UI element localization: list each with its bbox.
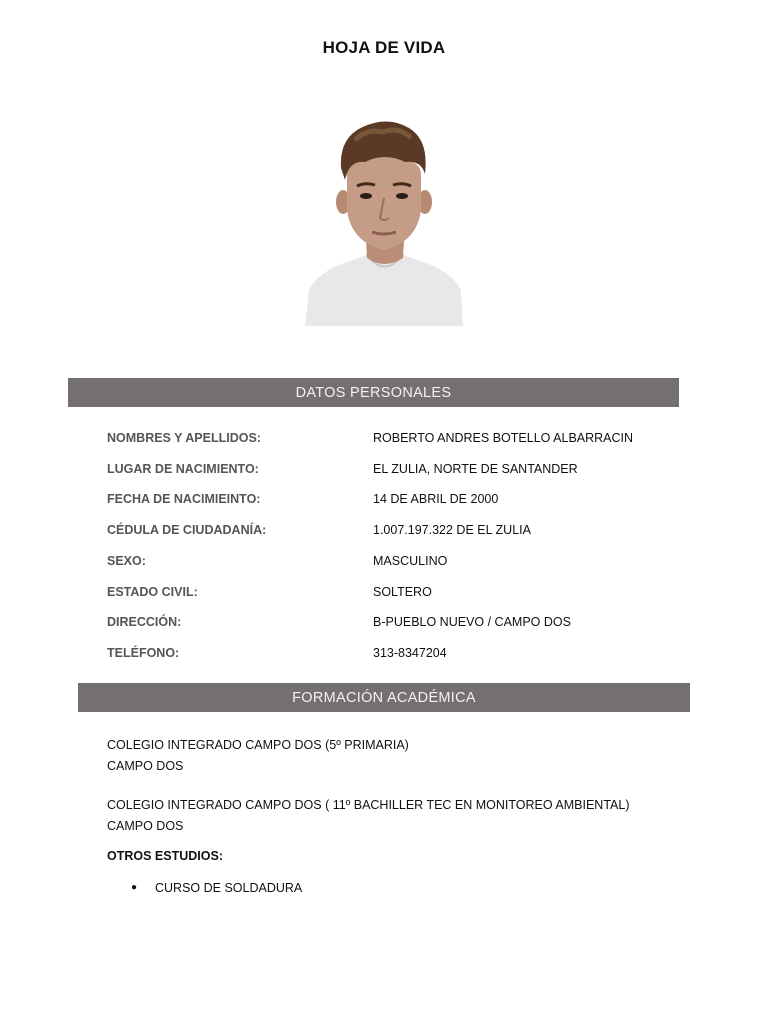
- field-value-id-number: 1.007.197.322 DE EL ZULIA: [373, 523, 531, 537]
- field-label-full-name: NOMBRES Y APELLIDOS:: [107, 431, 261, 445]
- field-value-full-name: ROBERTO ANDRES BOTELLO ALBARRACIN: [373, 431, 634, 445]
- field-label-birthdate: FECHA DE NACIMIEINTO:: [107, 492, 261, 506]
- education-school: COLEGIO INTEGRADO CAMPO DOS (5º PRIMARIA): [107, 738, 409, 752]
- field-label-id-number: CÉDULA DE CIUDADANÍA:: [107, 523, 267, 537]
- page-title: HOJA DE VIDA: [322, 38, 446, 57]
- field-value-marital-status: SOLTERO: [373, 585, 432, 599]
- other-studies-title: OTROS ESTUDIOS:: [107, 849, 223, 863]
- field-value-birthplace: EL ZULIA, NORTE DE SANTANDER: [373, 462, 578, 476]
- field-label-phone: TELÉFONO:: [107, 646, 180, 660]
- field-label-birthplace: LUGAR DE NACIMIENTO:: [107, 462, 259, 476]
- personal-data-heading: DATOS PERSONALES: [68, 378, 679, 407]
- academic-heading: FORMACIÓN ACADÉMICA: [78, 683, 690, 712]
- field-label-sex: SEXO:: [107, 554, 146, 568]
- profile-photo: [305, 118, 463, 326]
- field-value-address: B-PUEBLO NUEVO / CAMPO DOS: [373, 615, 571, 629]
- education-school: COLEGIO INTEGRADO CAMPO DOS ( 11º BACHILLER TEC EN MONITOREO AMBIENTAL): [107, 798, 630, 812]
- field-label-marital-status: ESTADO CIVIL:: [107, 585, 198, 599]
- education-place: CAMPO DOS: [107, 819, 184, 833]
- field-value-phone: 313-8347204: [373, 646, 447, 660]
- field-value-birthdate: 14 DE ABRIL DE 2000: [373, 492, 499, 506]
- field-label-address: DIRECCIÓN:: [107, 615, 182, 629]
- bullet-icon: ●: [131, 882, 138, 893]
- education-place: CAMPO DOS: [107, 759, 184, 773]
- field-value-sex: MASCULINO: [373, 554, 448, 568]
- other-studies-item: CURSO DE SOLDADURA: [155, 881, 303, 895]
